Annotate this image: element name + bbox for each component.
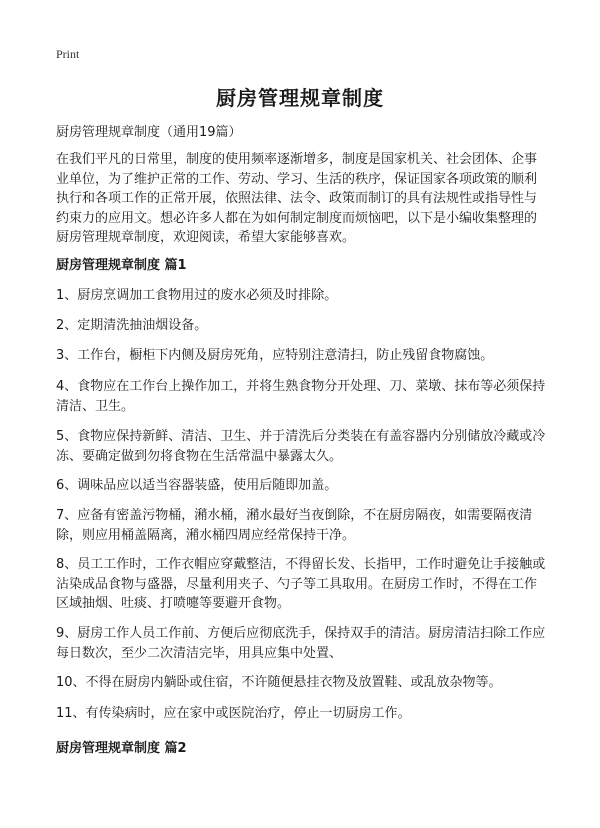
list-item: 8、员工工作时，工作衣帽应穿戴整洁，不得留长发、长指甲，工作时避免让手接触或沾染成品食物与盛器，尽量利用夹子、勺子等工具取用。在厨房工作时，不得在工作区域抽烟、吐痰、打喷嚏等要避开食物。 bbox=[56, 557, 546, 611]
list-item: 11、有传染病时，应在家中或医院治疗，停止一切厨房工作。 bbox=[56, 706, 411, 721]
document-subtitle: 厨房管理规章制度（通用19篇） bbox=[56, 125, 242, 140]
list-item: 5、食物应保持新鲜、清洁、卫生、并于清洗后分类装在有盖容器内分别储放冷藏或冷冻、要确定做到勿将食物在生活常温中暴露太久。 bbox=[56, 429, 546, 464]
list-item: 1、厨房烹调加工食物用过的废水必须及时排除。 bbox=[56, 288, 338, 303]
list-item: 2、定期清洗抽油烟设备。 bbox=[56, 318, 208, 333]
list-item: 9、厨房工作人员工作前、方便后应彻底洗手，保持双手的清洁。厨房清洁扫除工作应每日数次，至少二次清洁完毕，用具应集中处置、 bbox=[56, 626, 546, 661]
list-item: 10、不得在厨房内躺卧或住宿，不许随便悬挂衣物及放置鞋、或乱放杂物等。 bbox=[56, 675, 502, 690]
section-heading-1: 厨房管理规章制度 篇1 bbox=[56, 258, 187, 273]
list-item: 3、工作台，橱柜下内侧及厨房死角，应特别注意清扫，防止残留食物腐蚀。 bbox=[56, 348, 494, 363]
document-title: 厨房管理规章制度 bbox=[216, 86, 384, 110]
print-link[interactable]: Print bbox=[56, 47, 80, 61]
intro-paragraph: 在我们平凡的日常里，制度的使用频率逐渐增多，制度是国家机关、社会团体、企事业单位，为了维护正常的工作、劳动、学习、生活的秩序，保证国家各项政策的顺利执行和各项工作的正常开展，依照法律、法令、政策而制订的具有法规性或指导性与约束力的应用文。想必许多人都在为如何制定制度而烦恼吧，以下是小编收集整理的厨房管理规章制度，欢迎阅读，希望大家能够喜欢。 bbox=[56, 152, 538, 245]
list-item: 7、应备有密盖污物桶，潲水桶，潲水最好当夜倒除，不在厨房隔夜，如需要隔夜清除，则应用桶盖隔离，潲水桶四周应经常保持干净。 bbox=[56, 508, 533, 543]
list-item: 6、调味品应以适当容器装盛，使用后随即加盖。 bbox=[56, 478, 338, 493]
list-item: 4、食物应在工作台上操作加工，并将生熟食物分开处理、刀、菜墩、抹布等必须保持清洁、卫生。 bbox=[56, 379, 546, 414]
section-heading-2: 厨房管理规章制度 篇2 bbox=[56, 741, 187, 756]
